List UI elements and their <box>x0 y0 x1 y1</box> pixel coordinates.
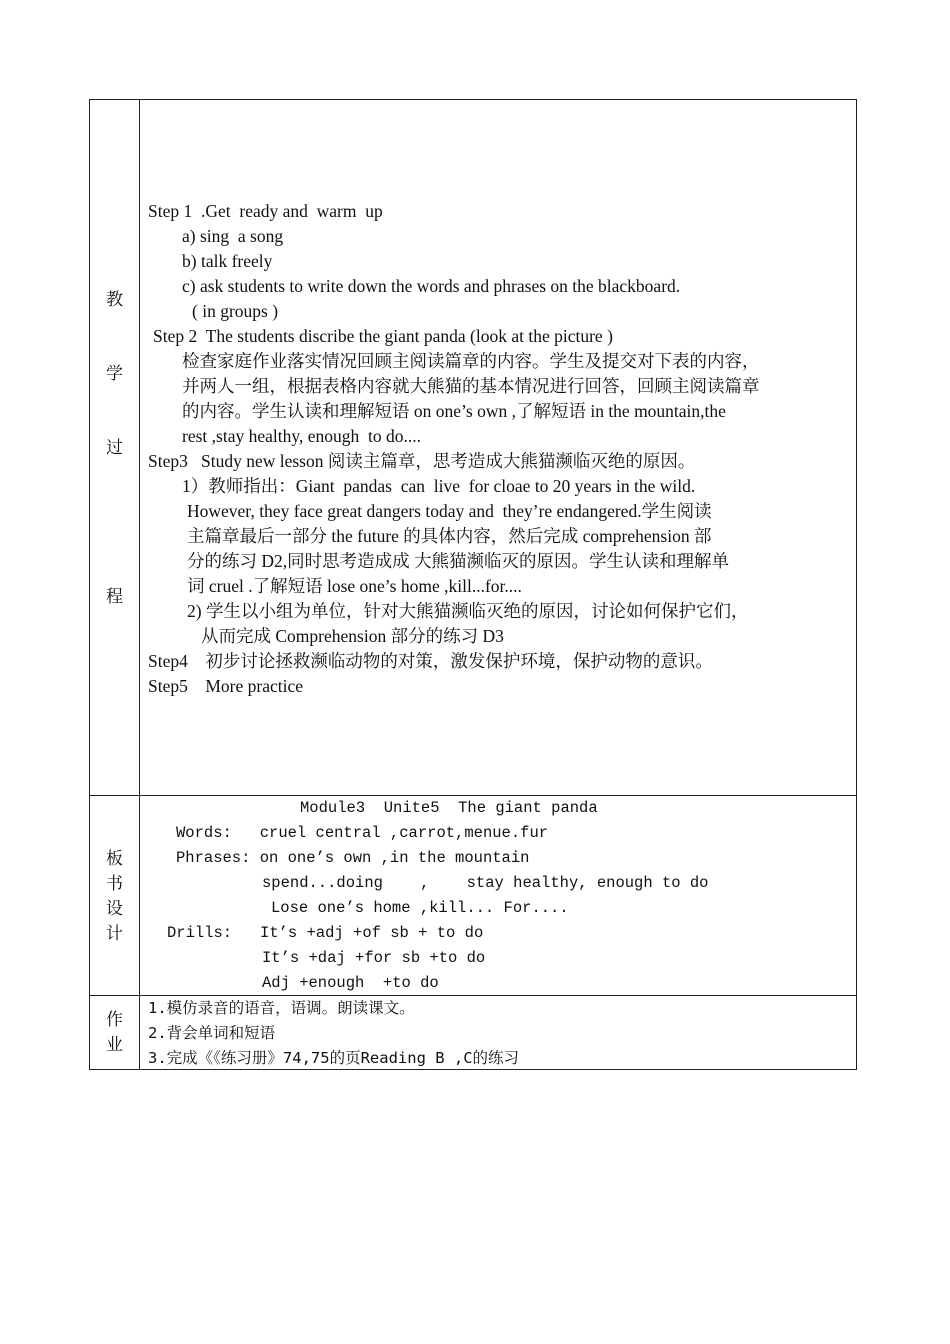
step-text: 词 cruel .了解短语 lose one’s home ,kill...for.... <box>187 576 522 596</box>
homework-content <box>140 995 856 1070</box>
homework-row <box>90 995 856 1070</box>
homework-item: 2.背会单词和短语 <box>148 1024 276 1042</box>
lesson-plan-table <box>89 99 857 1070</box>
step-text: 的内容。学生认读和理解短语 on one’s own ,了解短语 in the mountain,the <box>182 401 726 421</box>
step-item: b) talk freely <box>182 251 273 271</box>
label-char: 作 <box>106 1010 123 1030</box>
step-text: 检查家庭作业落实情况回顾主阅读篇章的内容。学生及提交对下表的内容， <box>182 351 760 371</box>
step-text: rest ,stay healthy, enough to do.... <box>182 426 421 446</box>
board-line: Words: cruel central ,carrot,menue.fur <box>176 824 549 842</box>
step-item: c) ask students to write down the words and phrases on the blackboard. <box>182 276 681 296</box>
step-text: 并两人一组，根据表格内容就大熊猫的基本情况进行回答，回顾主阅读篇章 <box>182 376 760 396</box>
label-char: 计 <box>106 924 123 944</box>
step-text: However, they face great dangers today and they’re endangered.学生阅读 <box>187 501 712 521</box>
homework-item: 1.模仿录音的语音，语调。朗读课文。 <box>148 999 415 1017</box>
label-char: 书 <box>106 874 123 894</box>
step-text: 主篇章最后一部分 the future 的具体内容，然后完成 comprehension 部 <box>187 526 712 546</box>
step1-heading: Step 1 .Get ready and warm up <box>148 201 383 221</box>
board-line: Lose one’s home ,kill... For.... <box>271 899 569 917</box>
homework-item: 3.完成《《练习册》74,75的页Reading B ,C的练习 <box>148 1049 520 1067</box>
step4-heading: Step4 初步讨论拯救濒临动物的对策，激发保护环境，保护动物的意识。 <box>148 651 713 671</box>
board-line: Phrases: on one’s own ,in the mountain <box>176 849 530 867</box>
board-line: spend...doing , stay healthy, enough to do <box>262 874 709 892</box>
blackboard-design-content <box>140 795 856 995</box>
step-text: 从而完成 Comprehension 部分的练习 D3 <box>201 626 504 646</box>
board-title: Module3 Unite5 The giant panda <box>300 799 598 817</box>
label-char: 学 <box>106 364 123 384</box>
step-item: a) sing a song <box>182 226 284 246</box>
step-text: 2) 学生以小组为单位，针对大熊猫濒临灭绝的原因，讨论如何保护它们， <box>187 601 749 621</box>
label-char: 设 <box>106 899 123 919</box>
blackboard-design-row <box>90 795 856 996</box>
homework-label <box>90 995 140 1070</box>
step-item: ( in groups ) <box>192 301 279 321</box>
step-text: 1）教师指出：Giant pandas can live for cloae to 20 years in the wild. <box>182 476 696 496</box>
board-line: It’s +daj +for sb +to do <box>262 949 486 967</box>
board-line: Drills: It’s +adj +of sb + to do <box>167 924 484 942</box>
teaching-process-row <box>90 100 856 796</box>
label-char: 教 <box>106 290 123 310</box>
board-line: Adj +enough +to do <box>262 974 439 992</box>
step5-heading: Step5 More practice <box>148 676 304 696</box>
label-char: 程 <box>106 587 123 607</box>
step3-heading: Step3 Study new lesson 阅读主篇章，思考造成大熊猫濒临灭绝的原因。 <box>148 451 696 471</box>
step-text: 分的练习 D2,同时思考造成成 大熊猫濒临灭的原因。学生认读和理解单 <box>187 551 730 571</box>
teaching-process-content <box>140 100 856 795</box>
blackboard-design-label <box>90 795 140 995</box>
teaching-process-label <box>90 100 140 795</box>
label-char: 过 <box>106 438 123 458</box>
step2-heading: Step 2 The students discribe the giant panda (look at the picture ) <box>153 326 613 346</box>
label-char: 业 <box>106 1035 123 1055</box>
label-char: 板 <box>106 849 123 869</box>
